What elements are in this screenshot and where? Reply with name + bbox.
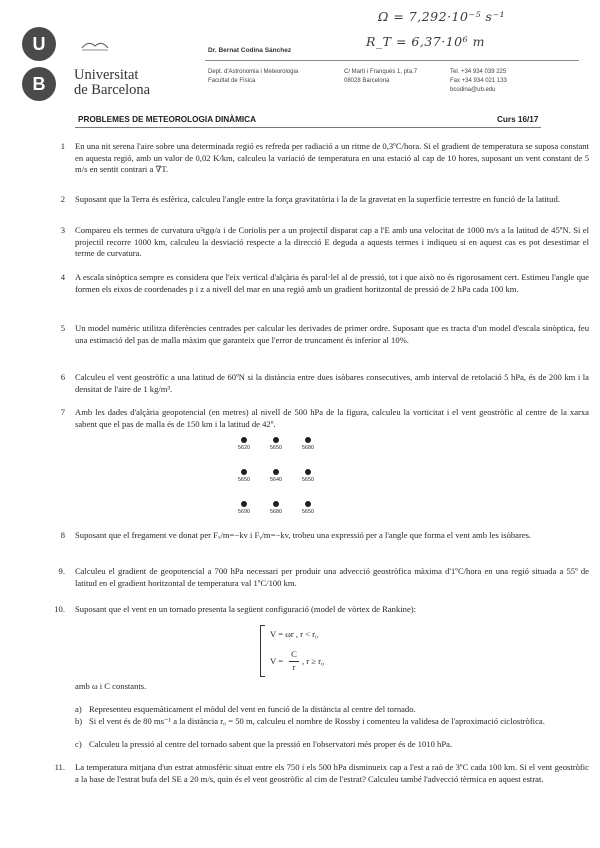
- problem-number: 8: [60, 530, 65, 540]
- telephone: Tel. +34 934 039 225: [450, 69, 507, 75]
- document-title: PROBLEMES DE METEOROLOGIA DINÀMICA: [78, 115, 257, 124]
- handwritten-omega-note: Ω = 7,292·10⁻⁵ s⁻¹: [378, 9, 506, 24]
- equation-brace: [260, 625, 265, 677]
- grid-value: 5640: [269, 477, 283, 483]
- problem-number: 2: [60, 194, 65, 204]
- grid-point: [305, 469, 311, 475]
- grid-point: [305, 437, 311, 443]
- problem-number: 4: [60, 272, 65, 282]
- equation-outer-left: V =: [270, 656, 284, 666]
- problem-text: En una nit serena l'aire sobre una determinada regió es refreda per radiació a un ritme de 0,3ºC/hora. Si el gradient de temperatura se suposa constant en aquesta regió, amb un valor de 0,02 K/km, calculeu la variació de temperatura en una estació al cap de 10 hores, suposant un vent constant de 5 m/s en sentit contrari a ∇T.: [75, 141, 589, 174]
- rankine-equations: [260, 623, 380, 679]
- subitem-label: b): [75, 716, 83, 726]
- department-line1: Dept. d'Astronomia i Meteorologia: [208, 69, 299, 75]
- problem-text: Suposant que la Terra és esfèrica, calculeu l'angle entre la força gravitatòria i la de la gravetat en la superfície terrestre en funció de la latitud.: [75, 194, 560, 204]
- equation-denominator: r: [292, 662, 296, 672]
- grid-value: 5690: [237, 509, 251, 515]
- title-rule: [75, 127, 541, 128]
- address-line1: C/ Martí i Franquès 1, pta.7: [344, 69, 418, 75]
- grid-value: 5680: [301, 445, 315, 451]
- equation-numerator: C: [291, 649, 297, 659]
- handwritten-radius-note: R_T = 6,37·10⁶ m: [366, 34, 485, 49]
- subitem-label: a): [75, 704, 82, 714]
- problem-number: 5: [60, 323, 65, 333]
- problem-text: Suposant que el fregament ve donat per Fₓ/m=−kv i Fᵧ/m=−kv, trobeu una expressió per a l'angle que forma el vent amb les isòbares.: [75, 530, 532, 540]
- geopotential-grid: [230, 437, 340, 523]
- grid-point: [273, 469, 279, 475]
- equation-inner: V = ωr , r < r₀: [270, 629, 319, 639]
- problem-number: 7: [60, 407, 65, 417]
- grid-value: 5650: [301, 477, 315, 483]
- problem-number: 9.: [58, 566, 65, 576]
- problem-text: A escala sinòptica sempre es considera que l'eix vertical d'alçària és paral·lel al de pressió, tot i que això no és rigorosament cert. Estimeu l'angle que formen els eixos de coordenades p i z a nivell del mar en una regió amb un gradient horitzontal de pressió de 2 hPa cada 100 km.: [75, 272, 589, 294]
- course-label: Curs 16/17: [497, 115, 539, 124]
- subitem-text: Calculeu la pressió al centre del tornado sabent que la pressió en l'observatori més proper és de 1010 hPa.: [89, 739, 453, 749]
- problem-text: Calculeu el gradient de geopotencial a 700 hPa necessari per produir una advecció geostròfica màxima d'1ºC/hora en una regió situada a 55º de latitud en el gradient horitzontal de temperatura val 1ºC/100 km.: [75, 566, 589, 588]
- grid-value: 5620: [237, 445, 251, 451]
- fax: Fax +34 934 021 133: [450, 78, 507, 84]
- problem-number: 3: [60, 225, 65, 235]
- problem-number: 10.: [54, 604, 65, 614]
- grid-value: 5680: [269, 509, 283, 515]
- problem-text: La temperatura mitjana d'un estrat atmosfèric situat entre els 750 i els 500 hPa disminueix cap a l'est a raó de 3ºC cada 100 km. Si el vent geostròfic a la base de l'estrat bufa del SE a 20 m/s, quin és el vent geostròfic al cim de l'estrat? Calculeu també l'advecció tèrmica en aquest estrat.: [75, 762, 589, 784]
- header-rule: [205, 60, 579, 61]
- address-line2: 08028 Barcelona: [344, 78, 390, 84]
- grid-point: [241, 469, 247, 475]
- problem-text: Calculeu el vent geostròfic a una latitud de 60ºN si la distància entre dues isòbares consecutives, amb interval de retolació 5 hPa, és de 200 km i la densitat de l'aire de 1 kg/m³.: [75, 372, 589, 394]
- subitem-text: Si el vent és de 80 ms⁻¹ a la distància r₀ = 50 m, calculeu el nombre de Rossby i comenteu la validesa de l'aproximació ciclostròfica.: [89, 716, 545, 726]
- grid-point: [241, 501, 247, 507]
- problem-text: Compareu els termes de curvatura u²tgφ/a i de Coriolis per a un projectil disparat cap a l'E amb una velocitat de 1000 m/s a la latitud de 45ºN. Si el projectil recorre 1000 km, calculeu la desviació respecte a la direcció E deguda a aquests termes i indiqueu si en aquest cas es pot desestimar el terme de curvatura.: [75, 225, 589, 258]
- author-name: Dr. Bernat Codina Sánchez: [208, 47, 292, 54]
- grid-point: [241, 437, 247, 443]
- problem-number: 6: [60, 372, 65, 382]
- problem-text: Amb les dades d'alçària geopotencial (en metres) al nivell de 500 hPa de la figura, calculeu la vorticitat i el vent geostròfic al centre de la xarxa sabent que el pas de malla és de 150 km i la latitud de 42º.: [75, 407, 589, 429]
- grid-value: 5650: [269, 445, 283, 451]
- grid-point: [273, 437, 279, 443]
- grid-point: [273, 501, 279, 507]
- department-line2: Facultat de Física: [208, 78, 256, 84]
- university-logo: [22, 27, 72, 102]
- university-name-line2: de Barcelona: [74, 82, 151, 98]
- subitem-label: c): [75, 739, 82, 749]
- problem-number: 11.: [54, 762, 65, 772]
- university-name-line1: Universitat: [74, 67, 139, 83]
- crest-emblem-icon: [80, 38, 110, 52]
- logo-circle-u: [22, 27, 56, 61]
- problem-number: 1: [60, 141, 65, 151]
- grid-value: 5650: [301, 509, 315, 515]
- logo-letter-u: U: [32, 33, 46, 54]
- problem-text: Un model numèric utilitza diferències centrades per calcular les derivades de primer ordre. Suposant que es tracta d'un model d'escala sinòptica, feu una estimació del pas de malla màxim que garanteix que l'error de truncament és inferior al 10%.: [75, 323, 589, 345]
- equation-outer-right: , r ≥ r₀: [302, 656, 325, 666]
- problem-text: Suposant que el vent en un tornado presenta la següent configuració (model de vòrtex de Rankine):: [75, 604, 417, 614]
- email-link[interactable]: bcodina@ub.edu: [450, 87, 496, 93]
- logo-circle-b: [22, 67, 56, 101]
- constants-note: amb ω i C constants.: [75, 681, 147, 691]
- subitem-text: Representeu esquemàticament el mòdul del vent en funció de la distància al centre del tornado.: [89, 704, 416, 714]
- logo-letter-b: B: [32, 73, 46, 94]
- grid-value: 5650: [237, 477, 251, 483]
- grid-point: [305, 501, 311, 507]
